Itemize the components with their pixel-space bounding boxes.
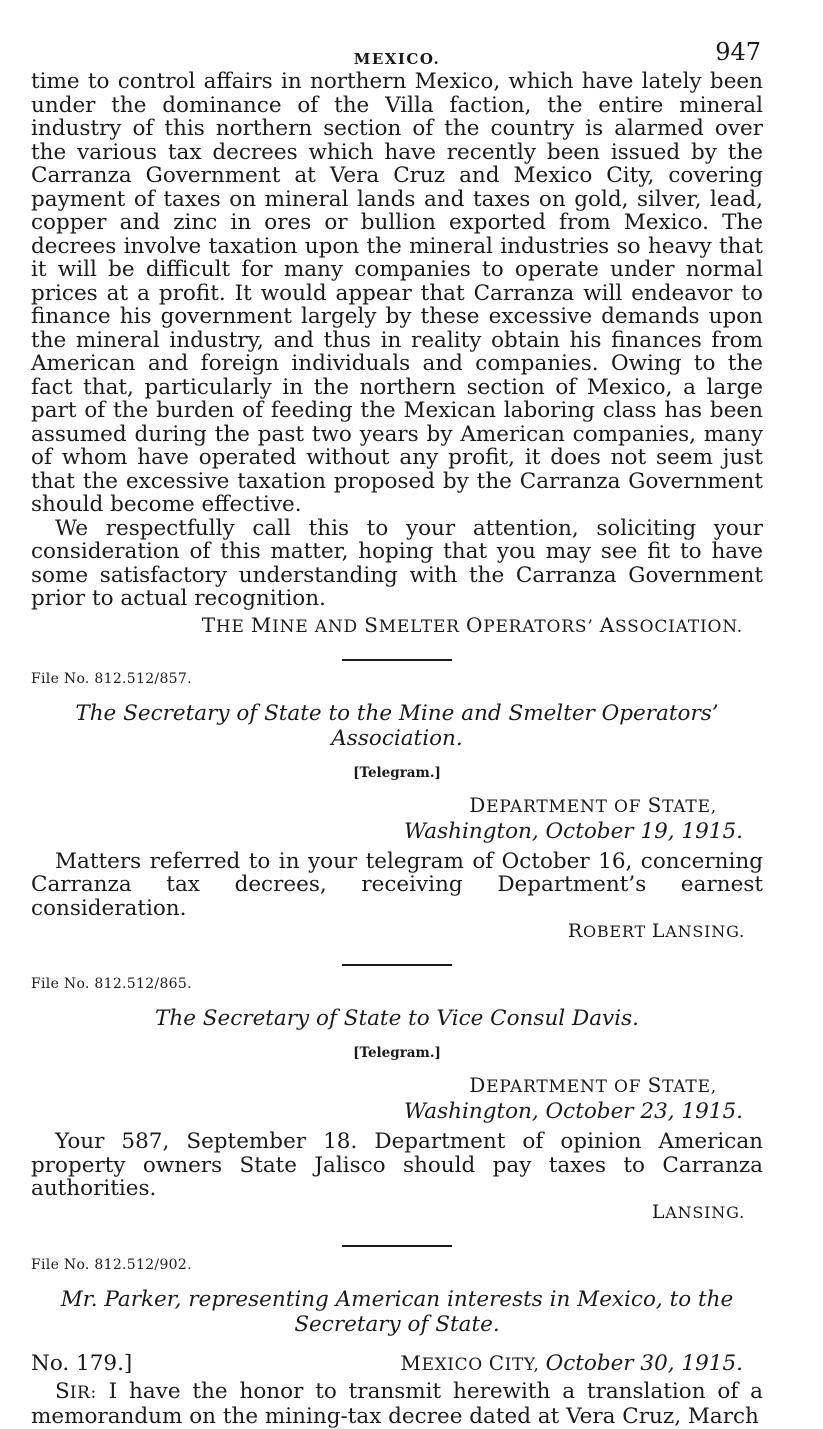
salutation: SIR: bbox=[55, 1378, 97, 1404]
telegram-body: Matters referred to in your telegram of October 16, concerning Carranza tax decrees, receiving Department’s earnest consideration. bbox=[31, 848, 763, 921]
file-number: File No. 812.512/902. bbox=[31, 1256, 192, 1273]
dateline: Washington, October 19, 1915. bbox=[404, 818, 743, 844]
file-number: File No. 812.512/857. bbox=[31, 670, 192, 687]
section-divider bbox=[342, 659, 452, 661]
section-divider bbox=[342, 1245, 452, 1247]
department-line: DEPARTMENT OF STATE, bbox=[469, 1073, 717, 1097]
document-page bbox=[31, 30, 763, 1429]
dispatch-dateline: MEXICO CITY, October 30, 1915. bbox=[400, 1350, 743, 1376]
document-857 bbox=[31, 671, 763, 943]
dateline: Washington, October 23, 1915. bbox=[404, 1099, 743, 1124]
telegram-label: [Telegram.] bbox=[353, 764, 441, 781]
intro-paragraph-request: We respectfully call this to your attention, soliciting your consideration of this matter, hoping that you may see fit to have some satisfactory understanding with the Carranza Government prior to actual recognition. bbox=[31, 515, 763, 611]
dispatch-body: SIR: I have the honor to transmit herewith a translation of a memorandum on the mining-tax decree dated at Vera Cruz, March bbox=[31, 1378, 763, 1429]
signer: LANSING. bbox=[651, 1200, 745, 1223]
file-number: File No. 812.512/865. bbox=[31, 976, 192, 992]
document-heading: The Secretary of State to Vice Consul Davis. bbox=[155, 1006, 639, 1031]
intro-paragraph: time to control affairs in northern Mexico, which have lately been under the dominance of the Villa faction, the entire mineral industry of this northern section of the country is alarmed over the various tax decrees which have recently been issued by the Carranza Government at Vera Cruz and Mexico City, covering payment of taxes on mineral lands and taxes on gold, silver, lead, copper and zinc in ores or bullion exported from Mexico. The decrees involve taxation upon the mineral industries so heavy that it will be difficult for many companies to operate under normal prices at a profit. It would appear that Carranza will endeavor to finance his government largely by these excessive demands upon the mineral industry, and thus in reality obtain his finances from American and foreign individuals and companies. Owing to the fact that, particularly in the northern section of Mexico, a large part of the burden of feeding the Mexican laboring class has been assumed during the past two years by American companies, many of whom have operated without any profit, it does not seem just that the excessive taxation proposed by the Carranza Government should become effective. bbox=[31, 69, 763, 517]
document-heading: The Secretary of State to the Mine and Smelter Operators’ Association. bbox=[75, 700, 719, 751]
department-line: DEPARTMENT OF STATE, bbox=[469, 792, 717, 817]
document-865 bbox=[31, 976, 763, 1223]
telegram-body: Your 587, September 18. Department of opinion American property owners State Jalisco should pay taxes to Carranza authorities. bbox=[31, 1129, 763, 1201]
running-head bbox=[31, 30, 763, 70]
section-divider bbox=[342, 964, 452, 966]
signer: ROBERT LANSING. bbox=[567, 920, 745, 942]
document-heading: Mr. Parker, representing American interests in Mexico, to the Secretary of State. bbox=[60, 1286, 734, 1337]
running-title: MEXICO. bbox=[353, 50, 441, 68]
telegram-label: [Telegram.] bbox=[353, 1045, 441, 1061]
document-902 bbox=[31, 1257, 763, 1429]
association-signature: THE MINE AND SMELTER OPERATORS’ ASSOCIATION. bbox=[201, 612, 743, 637]
dispatch-number-line bbox=[31, 1351, 743, 1376]
dispatch-number: No. 179.] bbox=[31, 1350, 133, 1376]
page-number: 947 bbox=[715, 38, 761, 66]
